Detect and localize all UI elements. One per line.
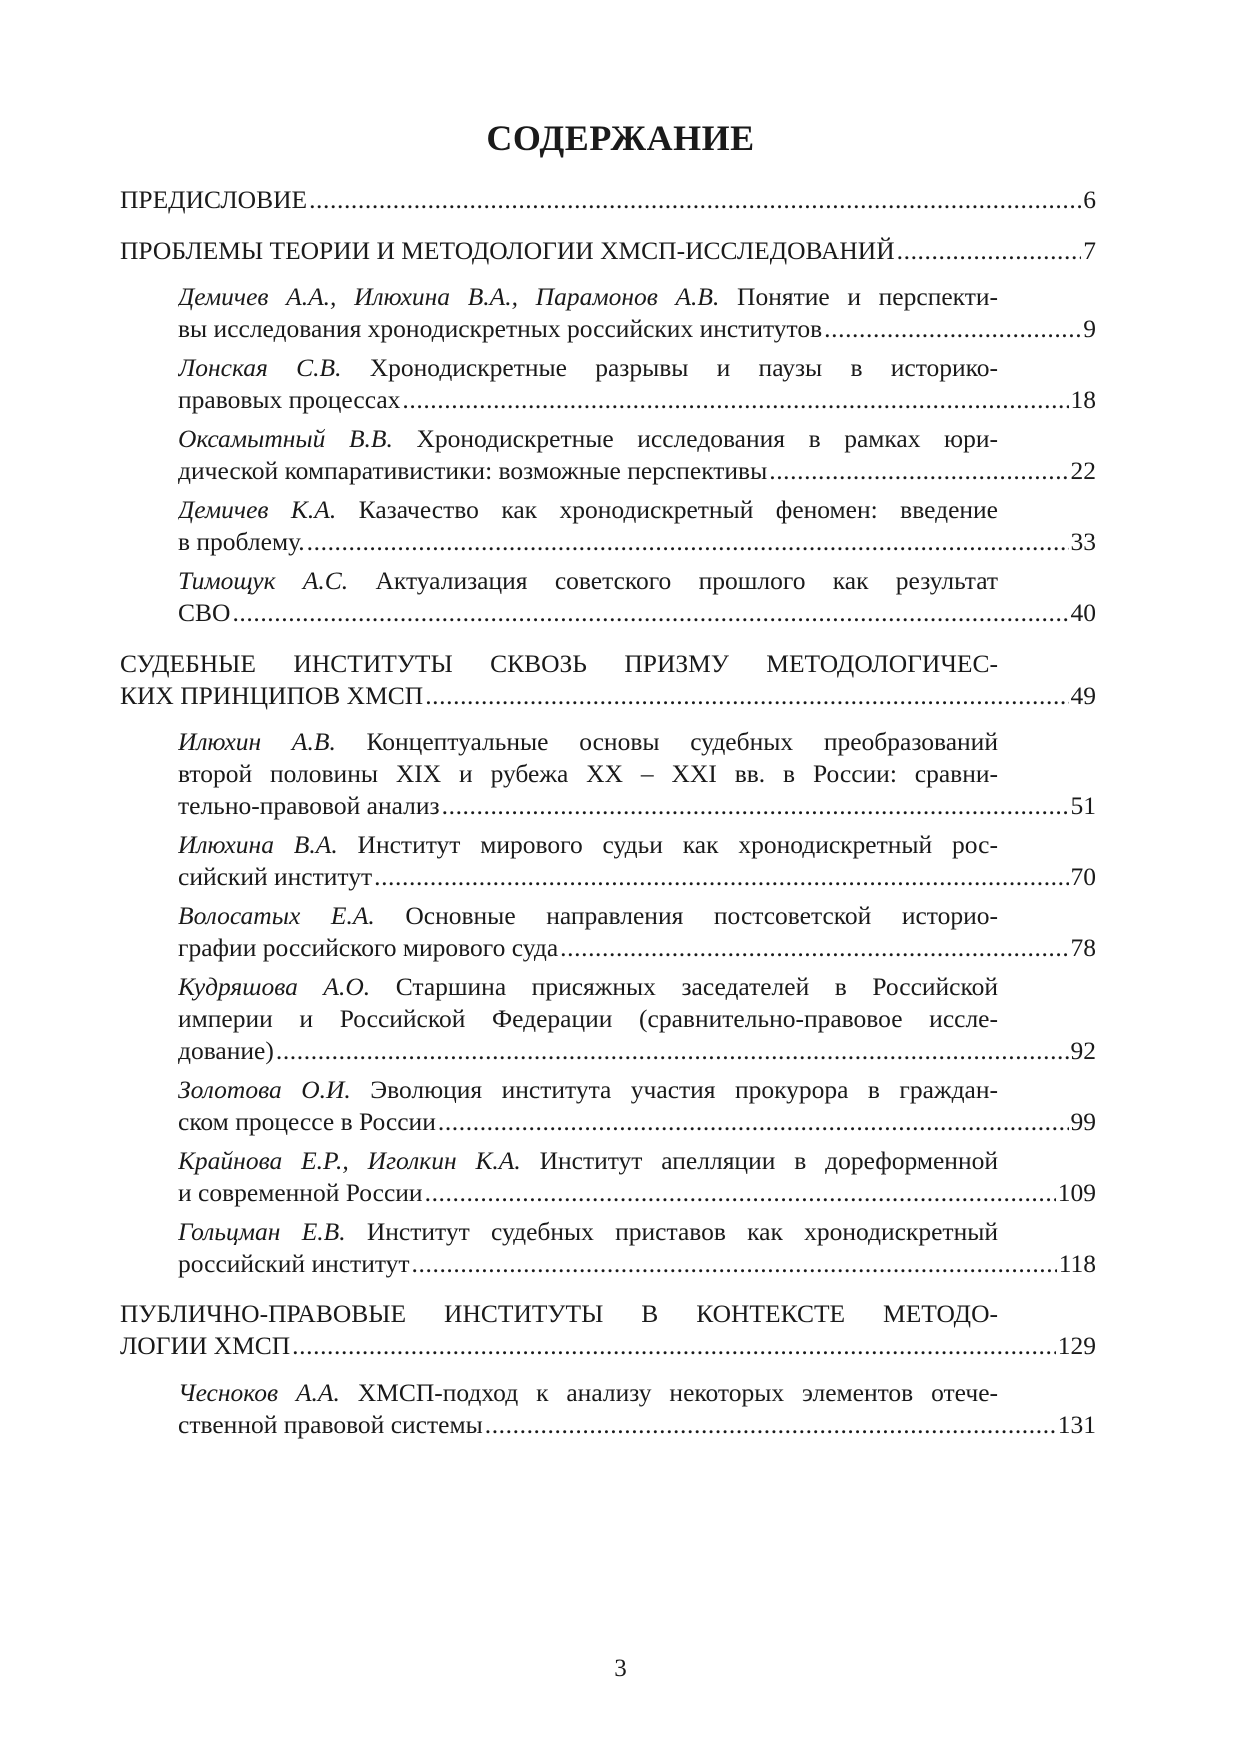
toc-leader-dots [425, 1176, 1056, 1210]
toc-section-label: ПРОБЛЕМЫ ТЕОРИИ И МЕТОДОЛОГИИ ХМСП-ИССЛЕДОВАНИЙ [120, 236, 895, 265]
toc-section-1[interactable] [120, 234, 1096, 268]
toc-entry-title: вы исследования хронодискретных российских институтов [178, 314, 823, 343]
toc-entry-line[interactable] [178, 564, 998, 598]
toc-entry-s1e1[interactable] [178, 312, 1096, 346]
toc-entry-title: Старшина присяжных заседателей в Российской [370, 972, 998, 1001]
toc-entry-line[interactable] [178, 493, 998, 527]
toc-entry-title: Хронодискретные исследования в рамках юри- [392, 424, 998, 453]
toc-leader-dots [232, 596, 1068, 630]
toc-section-label: ЛОГИИ ХМСП [120, 1331, 291, 1360]
toc-entry-s2e2[interactable] [178, 860, 1096, 894]
toc-entry-title: в проблему. [178, 527, 305, 556]
toc-page-number: 18 [1070, 385, 1096, 414]
toc-leader-dots [309, 183, 1081, 217]
toc-entry-title: Хронодискретные разрывы и паузы в историко- [341, 353, 998, 382]
toc-entry-title: сийский институт [178, 862, 373, 891]
toc-entry-s2e1[interactable] [178, 789, 1096, 823]
toc-entry-line[interactable] [178, 422, 998, 456]
toc-leader-dots [769, 454, 1068, 488]
toc-entry-title: Эволюция института участия прокурора в граждан- [350, 1075, 998, 1104]
toc-entry-title: ственной правовой системы [178, 1410, 483, 1439]
toc-entry-label: ПРЕДИСЛОВИЕ [120, 185, 308, 214]
toc-entry-s2e4[interactable] [178, 1034, 1096, 1068]
toc-entry-title: российский институт [178, 1249, 410, 1278]
toc-entry-line[interactable] [178, 828, 998, 862]
toc-page-number: 92 [1070, 1036, 1096, 1065]
toc-page-number: 7 [1083, 236, 1096, 265]
toc-entry-authors: Чесноков А.А. [178, 1378, 340, 1407]
toc-page-number: 33 [1070, 527, 1096, 556]
toc-leader-dots [824, 312, 1081, 346]
toc-page-number: 9 [1083, 314, 1096, 343]
toc-entry-s3e1[interactable] [178, 1408, 1096, 1442]
toc-entry-line[interactable] [178, 1376, 998, 1410]
toc-section-2[interactable] [120, 679, 1096, 713]
toc-entry-title: империи и Российской Федерации (сравнительно-правовое иссле- [178, 1004, 998, 1033]
toc-entry-line[interactable] [178, 970, 998, 1004]
toc-page-number: 78 [1070, 933, 1096, 962]
toc-leader-dots [292, 1329, 1056, 1363]
toc-entry-title: Институт мирового судьи как хронодискретный рос- [337, 830, 998, 859]
toc-page-number: 131 [1057, 1410, 1096, 1439]
toc-leader-dots [438, 1105, 1069, 1139]
toc-entry-line[interactable] [178, 1002, 998, 1036]
toc-entry-title: Актуализация советского прошлого как результат [348, 566, 998, 595]
toc-page-number: 70 [1070, 862, 1096, 891]
toc-page-number: 6 [1083, 185, 1096, 214]
toc-leader-dots [425, 679, 1068, 713]
toc-entry-authors: Демичев К.А. [178, 495, 337, 524]
toc-entry-s2e6[interactable] [178, 1176, 1096, 1210]
toc-page-number: 109 [1057, 1178, 1096, 1207]
toc-leader-dots [276, 1034, 1069, 1068]
toc-entry-authors: Тимощук А.С. [178, 566, 349, 595]
toc-entry-s2e7[interactable] [178, 1247, 1096, 1281]
toc-entry-title: ском процессе в России [178, 1107, 436, 1136]
toc-entry-title: тельно-правовой анализ [178, 791, 440, 820]
toc-entry-s1e2[interactable] [178, 383, 1096, 417]
toc-entry-authors: Волосатых Е.А. [178, 901, 375, 930]
toc-entry-title: дование) [178, 1036, 274, 1065]
toc-entry-authors: Демичев А.А., Илюхина В.А., Парамонов А.В. [178, 282, 720, 311]
toc-section-3[interactable] [120, 1329, 1096, 1363]
toc-page-number: 118 [1058, 1249, 1096, 1278]
toc-leader-dots [374, 860, 1068, 894]
toc-entry-title: Институт судебных приставов как хронодискретный [345, 1217, 998, 1246]
toc-entry-line[interactable] [178, 1073, 998, 1107]
toc-entry-title: ХМСП-подход к анализу некоторых элементов отече- [339, 1378, 998, 1407]
toc-page-number: 40 [1070, 598, 1096, 627]
toc-entry-title: Основные направления постсоветской историо- [374, 901, 998, 930]
toc-entry-authors: Оксамытный В.В. [178, 424, 393, 453]
toc-entry-authors: Илюхин А.В. [178, 727, 336, 756]
toc-section-line[interactable] [120, 647, 998, 681]
toc-page-number: 99 [1070, 1107, 1096, 1136]
toc-entry-s1e3[interactable] [178, 454, 1096, 488]
toc-entry-title: СВО [178, 598, 231, 627]
toc-leader-dots [307, 525, 1069, 559]
toc-entry-line[interactable] [178, 757, 998, 791]
toc-page-number: 51 [1070, 791, 1096, 820]
toc-entry-authors: Гольцман Е.В. [178, 1217, 346, 1246]
toc-entry-title: графии российского мирового суда [178, 933, 559, 962]
toc-page-number: 49 [1070, 681, 1096, 710]
toc-entry-line[interactable] [178, 351, 998, 385]
toc-entry-s2e3[interactable] [178, 931, 1096, 965]
toc-entry-title: Понятие и перспекти- [719, 282, 998, 311]
toc-entry-authors: Кудряшова А.О. [178, 972, 371, 1001]
toc-entry-title: правовых процессах [178, 385, 401, 414]
toc-entry-title: второй половины XIX и рубежа XX – XXI вв. в России: сравни- [178, 759, 998, 788]
toc-section-line[interactable] [120, 1297, 998, 1331]
toc-leader-dots [412, 1247, 1057, 1281]
toc-entry-title: Казачество как хронодискретный феномен: введение [336, 495, 998, 524]
toc-entry-authors: Илюхина В.А. [178, 830, 338, 859]
toc-entry-line[interactable] [178, 280, 998, 314]
toc-leader-dots [442, 789, 1069, 823]
toc-leader-dots [897, 234, 1082, 268]
toc-entry-line[interactable] [178, 1144, 998, 1178]
toc-entry-title: и современной России [178, 1178, 423, 1207]
toc-leader-dots [485, 1408, 1056, 1442]
toc-entry-line[interactable] [178, 725, 998, 759]
page-number: 3 [614, 1655, 627, 1682]
toc-section-label: ПУБЛИЧНО-ПРАВОВЫЕ ИНСТИТУТЫ В КОНТЕКСТЕ МЕТОДО- [120, 1299, 998, 1328]
toc-section-label: СУДЕБНЫЕ ИНСТИТУТЫ СКВОЗЬ ПРИЗМУ МЕТОДОЛОГИЧЕС- [120, 649, 998, 678]
page-title: СОДЕРЖАНИЕ [486, 118, 755, 158]
toc-leader-dots [402, 383, 1068, 417]
toc-entry-s1e5[interactable] [178, 596, 1096, 630]
toc-entry-s2e5[interactable] [178, 1105, 1096, 1139]
toc-entry-title: дической компаративистики: возможные перспективы [178, 456, 768, 485]
toc-entry-authors: Крайнова Е.Р., Иголкин К.А. [178, 1146, 521, 1175]
toc-entry-line[interactable] [178, 899, 998, 933]
toc-entry-authors: Лонская С.В. [178, 353, 342, 382]
toc-section-label: КИХ ПРИНЦИПОВ ХМСП [120, 681, 424, 710]
toc-entry-line[interactable] [178, 1215, 998, 1249]
toc-page-number: 22 [1070, 456, 1096, 485]
toc-page-number: 129 [1057, 1331, 1096, 1360]
toc-leader-dots [560, 931, 1068, 965]
toc-entry-title: Концептуальные основы судебных преобразований [335, 727, 998, 756]
toc-entry-s1e4[interactable] [178, 525, 1096, 559]
toc-entry-title: Институт апелляции в дореформенной [520, 1146, 998, 1175]
toc-entry-authors: Золотова О.И. [178, 1075, 351, 1104]
toc-entry-preface[interactable] [120, 183, 1096, 217]
